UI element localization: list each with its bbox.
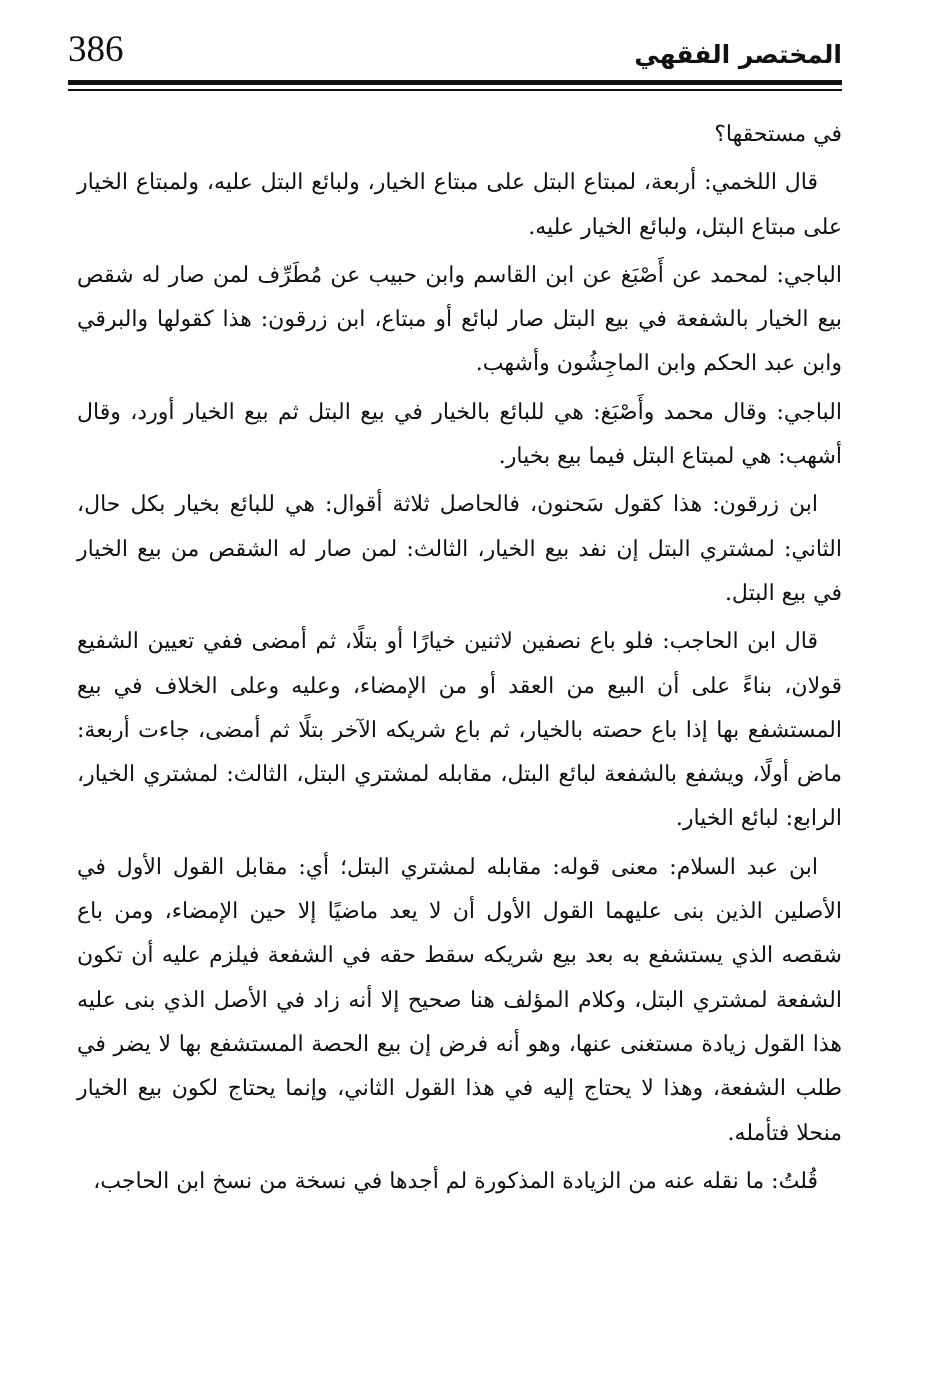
page-header: [68, 30, 842, 100]
paragraph-lakhmi: قال اللخمي: أربعة، لمبتاع البتل على مبتاع الخيار، ولبائع البتل عليه، ولمبتاع الخيار على مبتاع البتل، ولبائع الخيار عليه.: [77, 170, 842, 240]
paragraph-qultu: قُلتُ: ما نقله عنه من الزيادة المذكورة لم أجدها في نسخة من نسخ ابن الحاجب،: [93, 1168, 818, 1194]
body-text: [77, 113, 842, 1208]
page-number: 386: [68, 29, 124, 70]
paragraph-baji-2: الباجي: وقال محمد وأَصْبَغ: هي للبائع بالخيار في بيع البتل ثم بيع الخيار أورد، وقال أشهب: هي لمبتاع البتل فيما بيع بخيار.: [77, 399, 842, 470]
header-rule-thick: [68, 80, 842, 85]
paragraph-baji-1: الباجي: لمحمد عن أَصْبَغ عن ابن القاسم وابن حبيب عن مُطَرِّف لمن صار له شقص بيع الخيار بالشفعة في بيع البتل صار لبائع أو مبتاع، ابن زرقون: هذا كقولها والبرقي وابن عبد الحكم وابن الماجِشُون وأشهب.: [77, 262, 842, 377]
header-rule-thin: [68, 89, 842, 91]
paragraph-ibn-al-hajib: قال ابن الحاجب: فلو باع نصفين لاثنين خيارًا أو بتلًا، ثم أمضى ففي تعيين الشفيع قولان، بناءً على أن البيع من العقد أو من الإمضاء، وعليه وعلى الخلاف في بيع المستشفع بها إذا باع حصته بالخيار، ثم باع شريكه الآخر بتلًا ثم أمضى، جاءت أربعة: ماض أولًا، ويشفع بالشفعة لبائع البتل، مقابله لمشتري البتل، الثالث: لمشتري الخيار، الرابع: لبائع الخيار.: [77, 629, 842, 832]
running-title: المختصر الفقهي: [634, 40, 842, 69]
paragraph-continuation: في مستحقها؟: [714, 122, 842, 147]
paragraph-ibn-zarqun: ابن زرقون: هذا كقول سَحنون، فالحاصل ثلاثة أقوال: هي للبائع بخيار بكل حال، الثاني: لمشتري البتل إن نفد بيع الخيار، الثالث: لمن صار له الشقص من بيع الخيار في بيع البتل.: [77, 492, 842, 606]
paragraph-ibn-abd-al-salam: ابن عبد السلام: معنى قوله: مقابله لمشتري البتل؛ أي: مقابل القول الأول في الأصلين الذين بنى عليهما القول الأول أن لا يعد ماضيًا إلا حين الإمضاء، ومن باع شقصه الذي يستشفع به بعد بيع شريكه سقط حقه في الشفعة فيلزم عليه أن تكون الشفعة لمشتري البتل، وكلام المؤلف هنا صحيح إلا أنه زاد في الأصل الذي بنى عليه هذا القول زيادة مستغنى عنها، وهو أنه فرض إن بيع الحصة المستشفع بها لا يضر في طلب الشفعة، وهذا لا يحتاج إليه في هذا القول الثاني، وإنما يحتاج لكون بيع الخيار منحلا فتأمله.: [77, 854, 842, 1146]
